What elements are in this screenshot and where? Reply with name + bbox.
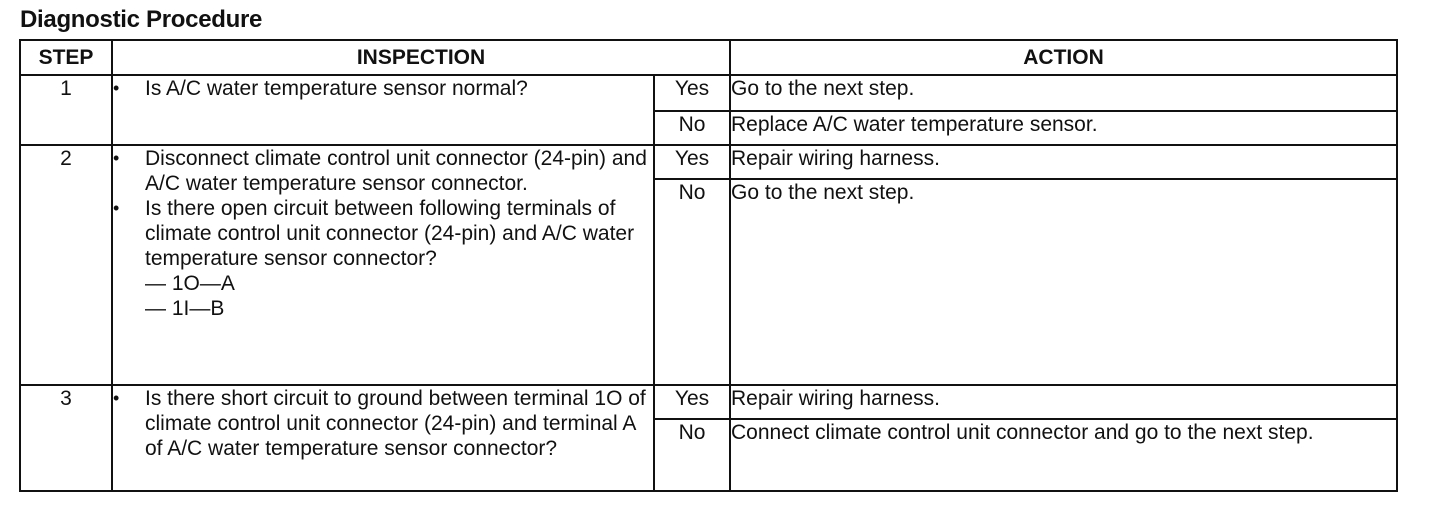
header-inspection: INSPECTION [112,40,730,75]
step-number: 2 [20,145,112,385]
step-number: 3 [20,385,112,491]
no-action: Go to the next step. [730,179,1397,385]
header-action: ACTION [730,40,1397,75]
yes-action: Repair wiring harness. [730,145,1397,179]
bullet-icon: • [113,78,120,98]
inspection-item [113,146,653,196]
header-step: STEP [20,40,112,75]
no-label: No [654,419,730,491]
table-row [20,75,1397,111]
inspection-item [113,76,653,101]
bullet-icon: • [113,148,120,168]
yes-label: Yes [654,145,730,179]
table-row [20,385,1397,419]
step-number: 1 [20,75,112,145]
inspection-text: Is there short circuit to ground between terminal 1O of climate control unit connector (24-pin) and terminal A of A/C water temperature sensor connector? [145,387,646,460]
no-label: No [654,179,730,385]
yes-label: Yes [654,385,730,419]
yes-action: Go to the next step. [730,75,1397,111]
terminal-pair: — 1O—A [145,272,235,295]
inspection-cell [112,385,654,491]
table-header-row [20,40,1397,75]
table-row [20,145,1397,179]
diagnostic-procedure-table [19,39,1398,492]
no-action: Connect climate control unit connector and go to the next step. [730,419,1397,491]
yes-action: Repair wiring harness. [730,385,1397,419]
page-title: Diagnostic Procedure [20,6,263,33]
terminal-pair: — 1I—B [145,297,225,320]
inspection-item [113,386,653,461]
inspection-cell [112,145,654,385]
yes-label: Yes [654,75,730,111]
inspection-text: Is A/C water temperature sensor normal? [145,77,528,100]
inspection-text: Disconnect climate control unit connector (24-pin) and A/C water temperature sensor connector. [145,147,647,195]
no-label: No [654,111,730,145]
bullet-icon: • [113,198,120,218]
bullet-icon: • [113,388,120,408]
no-action: Replace A/C water temperature sensor. [730,111,1397,145]
inspection-item [113,196,653,321]
inspection-text: Is there open circuit between following terminals of climate control unit connector (24-pin) and A/C water temperature sensor connector? [145,197,635,270]
inspection-cell [112,75,654,145]
